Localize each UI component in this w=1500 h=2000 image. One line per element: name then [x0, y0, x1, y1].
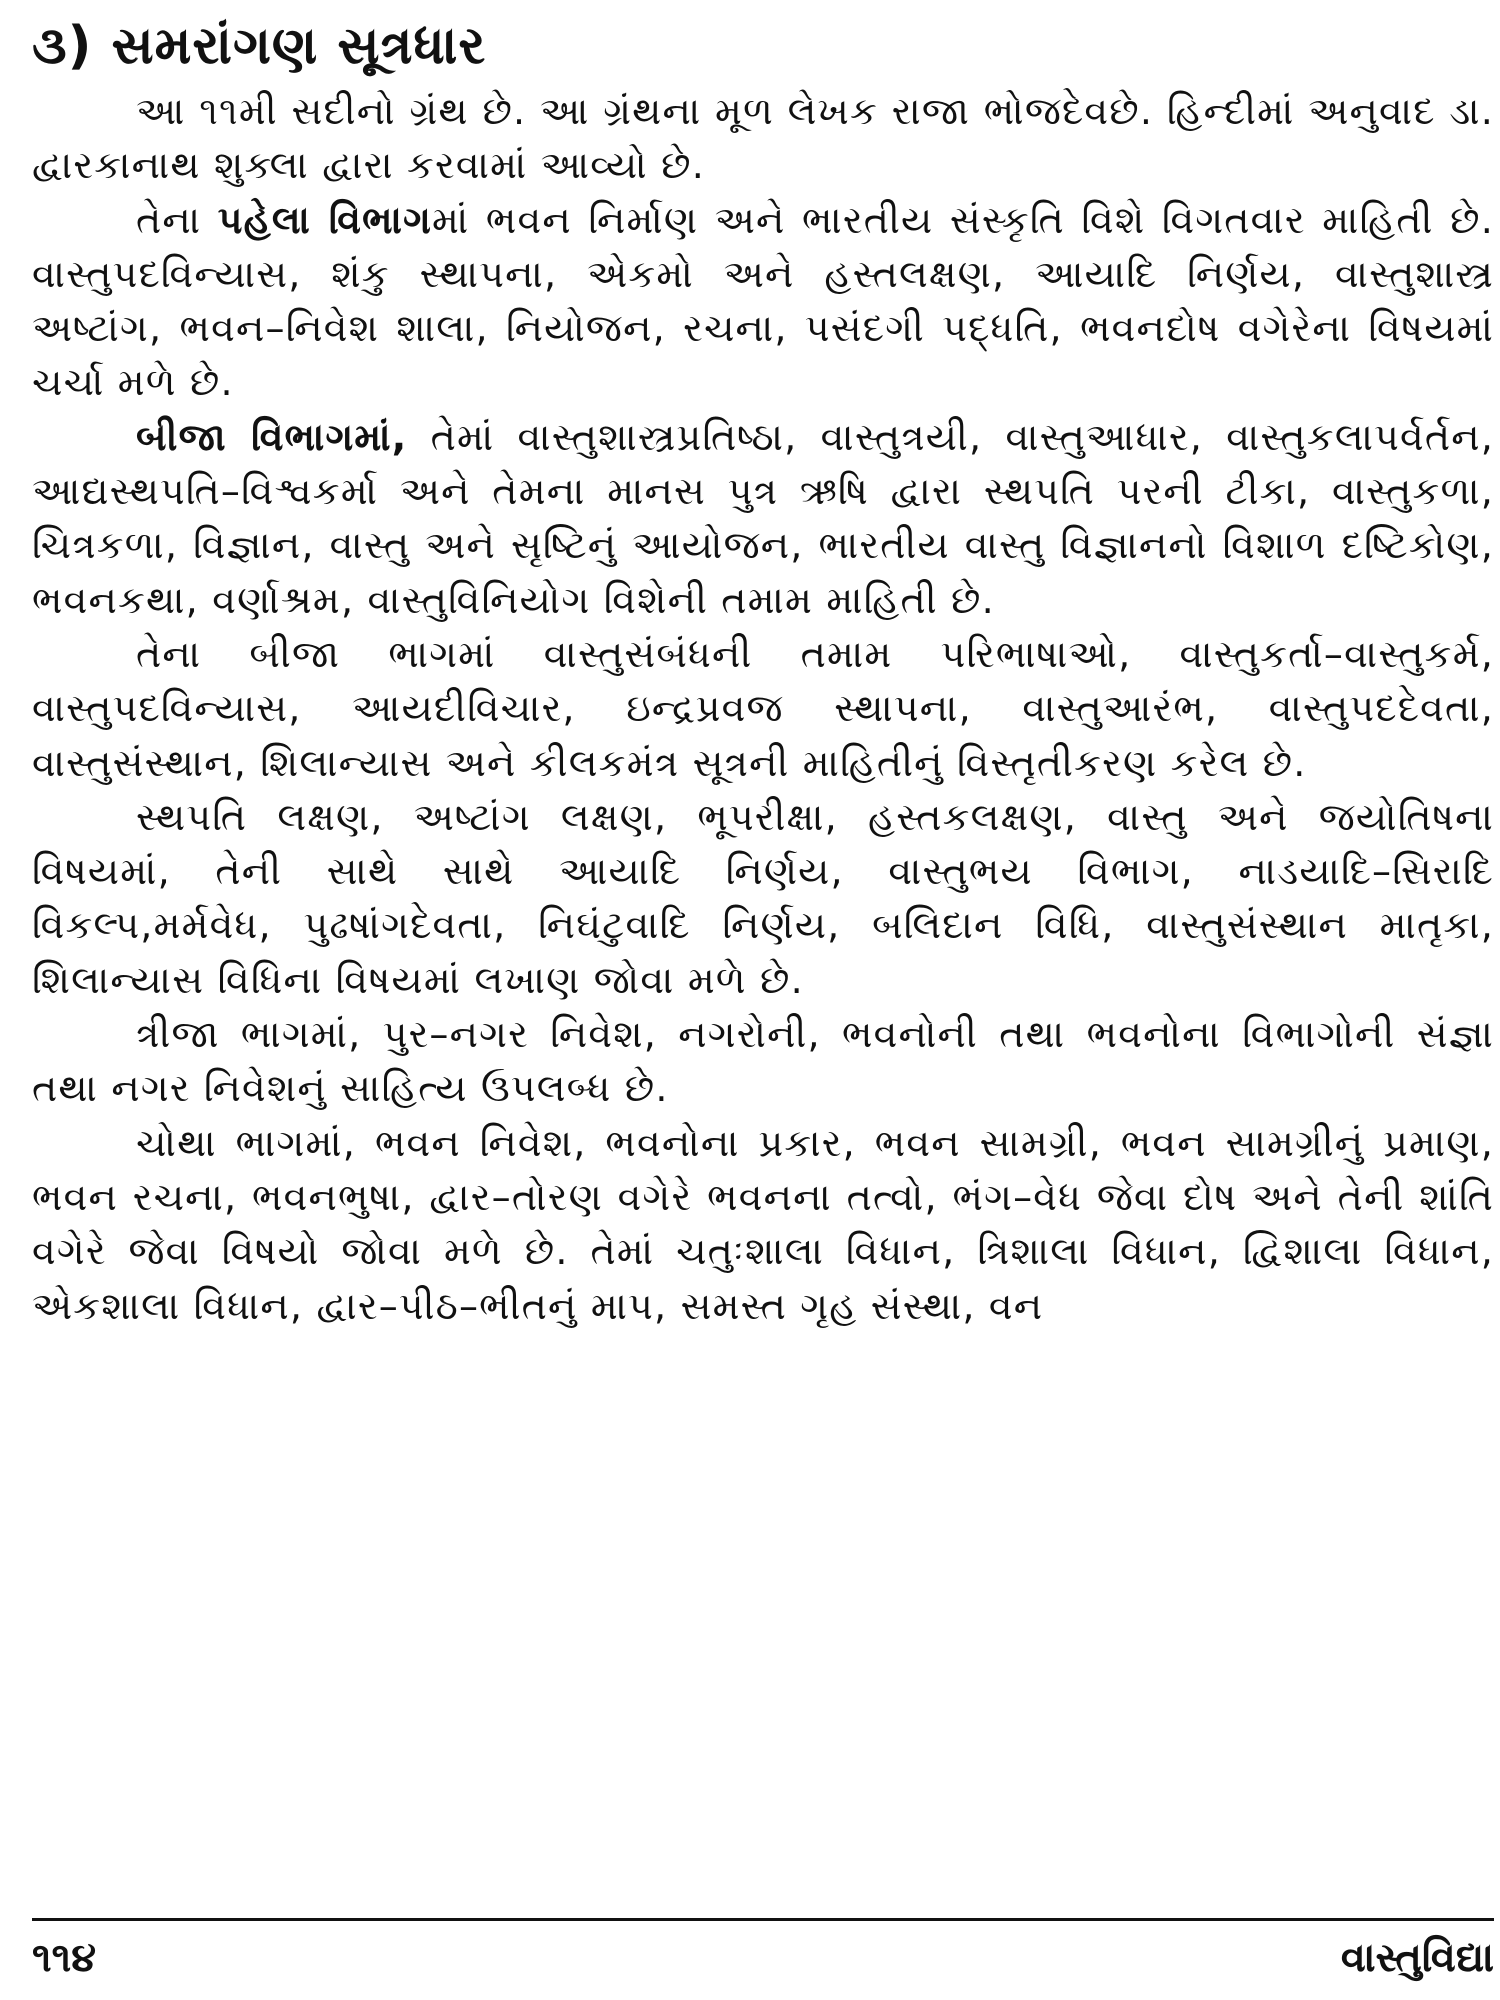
paragraph-text: ચોથા ભાગમાં, ભવન નિવેશ, ભવનોના પ્રકાર, ભવન સામગ્રી, ભવન સામગ્રીનું પ્રમાણ, ભવન રચના, ભવનભુષા, દ્વાર–તોરણ વગેરે ભવનના તત્વો, ભંગ–વેધ જેવા દોષ અને તેની શાંતિ વગેરે જેવા વિષયો જોવા મળે છે. તેમાં ચતુઃશાલા વિધાન, ત્રિશાલા વિધાન, દ્વિશાલા વિધાન, એકશાલા વિધાન, દ્વાર–પીઠ–ભીતનું માપ, સમસ્ત ગૃહ સંસ્થા, વન: [32, 1120, 1494, 1328]
paragraph-6: [32, 1007, 1494, 1116]
section-heading: ૩) સમરાંગણ સૂત્રધાર: [32, 16, 487, 76]
paragraph-1: [32, 84, 1494, 193]
paragraph-2: [32, 193, 1494, 410]
footer-divider: [32, 1918, 1494, 1921]
bold-term: પહેલા વિભાગ: [217, 197, 433, 242]
paragraph-text: ત્રીજા ભાગમાં, પુર–નગર નિવેશ, નગરોની, ભવનોની તથા ભવનોના વિભાગોની સંજ્ઞા તથા નગર નિવેશનું સાહિત્ય ઉપલબ્ધ છે.: [32, 1012, 1494, 1111]
paragraph-text: સ્થપતિ લક્ષણ, અષ્ટાંગ લક્ષણ, ભૂપરીક્ષા, હસ્તકલક્ષણ, વાસ્તુ અને જયોતિષના વિષયમાં, તેની સાથે સાથે આયાદિ નિર્ણય, વાસ્તુભય વિભાગ, નાડયાદિ–સિરાદિ વિકલ્પ,મર્મવેધ, પુઢષાંગદેવતા, નિઘંટુવાદિ નિર્ણય, બલિદાન વિધિ, વાસ્તુસંસ્થાન માતૃકા, શિલાન્યાસ વિધિના વિષયમાં લખાણ જોવા મળે છે.: [32, 794, 1494, 1002]
paragraph-4: [32, 627, 1494, 790]
paragraph-5: [32, 790, 1494, 1007]
paragraph-prefix: તેના: [136, 197, 218, 242]
paragraph-3: [32, 410, 1494, 627]
paragraph-7: [32, 1116, 1494, 1333]
page-body: [32, 14, 1494, 1333]
paragraph-text: માં ભવન નિર્માણ અને ભારતીય સંસ્કૃતિ વિશે વિગતવાર માહિતી છે. વાસ્તુપદવિન્યાસ, શંકુ સ્થાપના, એકમો અને હસ્તલક્ષણ, આયાદિ નિર્ણય, વાસ્તુશાસ્ત્ર અષ્ટાંગ, ભવન–નિવેશ શાલા, નિયોજન, રચના, પસંદગી પદ્ધતિ, ભવનદોષ વગેરેના વિષયમાં ચર્ચા મળે છે.: [32, 197, 1495, 405]
paragraph-text: આ ૧૧મી સદીનો ગ્રંથ છે. આ ગ્રંથના મૂળ લેખક રાજા ભોજદેવછે. હિન્દીમાં અનુવાદ ડા. દ્વારકાનાથ શુક્લા દ્વારા કરવામાં આવ્યો છે.: [32, 89, 1494, 188]
page-footer: [32, 1932, 1494, 1984]
paragraph-text: તેના બીજા ભાગમાં વાસ્તુસંબંધની તમામ પરિભાષાઓ, વાસ્તુકર્તા–વાસ્તુકર્મ, વાસ્તુપદવિન્યાસ, આયદીવિચાર, ઇન્દ્રપ્રવજ સ્થાપના, વાસ્તુઆરંભ, વાસ્તુપદદેવતા, વાસ્તુસંસ્થાન, શિલાન્યાસ અને કીલકમંત્ર સૂત્રની માહિતીનું વિસ્તૃતીકરણ કરેલ છે.: [32, 631, 1494, 785]
bold-term: બીજા વિભાગમાં,: [136, 414, 408, 459]
book-title: વાસ્તુવિદ્યા: [1340, 1935, 1494, 1981]
page-number: ૧૧૪: [32, 1935, 96, 1981]
paragraph-text: તેમાં વાસ્તુશાસ્ત્રપ્રતિષ્ઠા, વાસ્તુત્રયી, વાસ્તુઆધાર, વાસ્તુકલાપર્વર્તન, આદ્યસ્થપતિ–વિશ્વકર્મા અને તેમના માનસ પુત્ર ઋષિ દ્વારા સ્થપતિ પરની ટીકા, વાસ્તુકળા, ચિત્રકળા, વિજ્ઞાન, વાસ્તુ અને સૃષ્ટિનું આયોજન, ભારતીય વાસ્તુ વિજ્ઞાનનો વિશાળ દષ્ટિકોણ, ભવનકથા, વર્ણાશ્રમ, વાસ્તુવિનિયોગ વિશેની તમામ માહિતી છે.: [32, 414, 1494, 622]
